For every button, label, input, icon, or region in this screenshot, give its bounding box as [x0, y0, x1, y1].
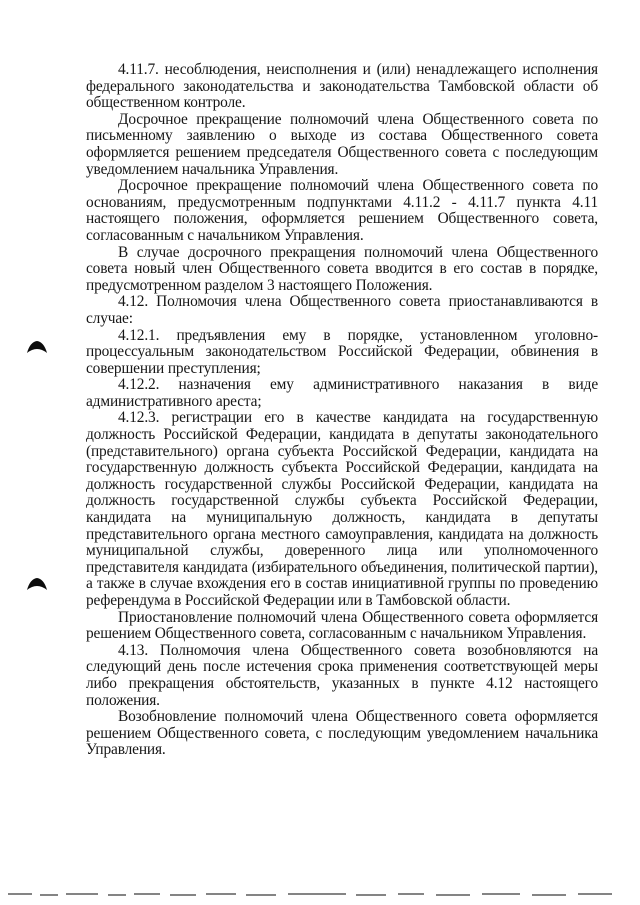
- paragraph-resumption: Возобновление полномочий члена Общественного совета оформляется решением Общественного совета, с последующим уведомлением начальника Управления.: [86, 708, 598, 759]
- paragraph-early-termination-by-grounds: Досрочное прекращение полномочий члена Общественного совета по основаниям, предусмотренным подпунктами 4.11.2 - 4.11.7 пункта 4.11 настоящего положения, оформляется решением Общественного совета, согласованным с начальником Управления.: [86, 177, 598, 244]
- punch-hole-mark-icon: [26, 577, 48, 591]
- paragraph-4-12: 4.12. Полномочия члена Общественного совета приостанавливаются в случае:: [86, 293, 598, 327]
- paragraph-suspension: Приостановление полномочий члена Общественного совета оформляется решением Общественного совета, согласованным с начальником Управления.: [86, 608, 598, 643]
- paragraph-4-12-1: 4.12.1. предъявления ему в порядке, установленном уголовно-процессуальным законодательством Российской Федерации, обвинения в совершении преступления;: [86, 326, 598, 377]
- punch-hole-mark-icon: [26, 340, 48, 354]
- paragraph-4-13: 4.13. Полномочия члена Общественного совета возобновляются на следующий день после истечения срока применения соответствующей меры либо прекращения обстоятельств, указанных в пункте 4.12 настоящего положения.: [86, 641, 598, 709]
- scan-edge-noise: [0, 880, 640, 905]
- paragraph-4-12-2: 4.12.2. назначения ему административного наказания в виде административного ареста;: [86, 376, 598, 410]
- paragraph-4-12-3: 4.12.3. регистрации его в качестве кандидата на государственную должность Российской Федерации, кандидата в депутаты законодательного (представительного) органа субъекта Российской Федерации, кандидата на государственную должность субъекта Российской Федерации, кандидата на должность государственной службы Российской Федерации, кандидата на должность государственной службы субъекта Российской Федерации, кандидата на муниципальную должность, кандидата в депутаты представительного органа местного самоуправления, кандидата на должность муниципальной службы, доверенного лица или уполномоченного представителя кандидата (избирательного объединения, политической партии), а также в случае вхождения его в состав инициативной группы по проведению референдума в Российской Федерации или в Тамбовской области.: [86, 409, 598, 609]
- document-body: [86, 62, 598, 759]
- paragraph-early-termination-by-request: Досрочное прекращение полномочий члена Общественного совета по письменному заявлению о выходе из состава Общественного совета оформляется решением председателя Общественного совета с последующим уведомлением начальника Управления.: [86, 110, 598, 178]
- paragraph-new-member: В случае досрочного прекращения полномочий члена Общественного совета новый член Общественного совета вводится в его состав в порядке, предусмотренном разделом 3 настоящего Положения.: [86, 243, 598, 294]
- paragraph-4-11-7: 4.11.7. несоблюдения, неисполнения и (или) ненадлежащего исполнения федерального законодательства и законодательства Тамбовской области об общественном контроле.: [86, 61, 598, 112]
